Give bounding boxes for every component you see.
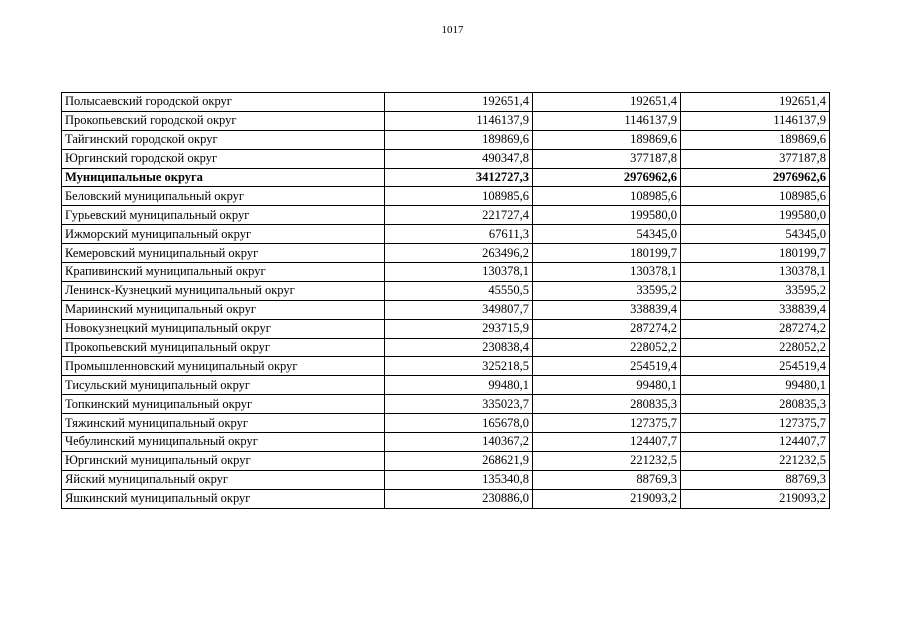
table-row [62,433,830,452]
municipality-name-cell: Яшкинский муниципальный округ [62,489,385,508]
value-cell-col1: 45550,5 [385,281,533,300]
value-cell-col3: 54345,0 [681,225,830,244]
table-row [62,244,830,263]
municipality-name-cell: Беловский муниципальный округ [62,187,385,206]
table-row [62,111,830,130]
value-cell-col2: 33595,2 [533,281,681,300]
value-cell-col3: 219093,2 [681,489,830,508]
value-cell-col3: 189869,6 [681,130,830,149]
municipality-name-cell: Муниципальные округа [62,168,385,187]
value-cell-col3: 127375,7 [681,414,830,433]
table-row [62,130,830,149]
municipality-name-cell: Яйский муниципальный округ [62,470,385,489]
table-row [62,281,830,300]
municipality-name-cell: Новокузнецкий муниципальный округ [62,319,385,338]
value-cell-col2: 127375,7 [533,414,681,433]
value-cell-col1: 230838,4 [385,338,533,357]
value-cell-col3: 124407,7 [681,433,830,452]
value-cell-col1: 3412727,3 [385,168,533,187]
municipality-name-cell: Ижморский муниципальный округ [62,225,385,244]
value-cell-col2: 189869,6 [533,130,681,149]
value-cell-col1: 135340,8 [385,470,533,489]
municipality-name-cell: Полысаевский городской округ [62,93,385,112]
value-cell-col1: 192651,4 [385,93,533,112]
value-cell-col2: 254519,4 [533,357,681,376]
municipality-name-cell: Чебулинский муниципальный округ [62,433,385,452]
municipality-name-cell: Топкинский муниципальный округ [62,395,385,414]
value-cell-col3: 338839,4 [681,300,830,319]
value-cell-col2: 108985,6 [533,187,681,206]
value-cell-col3: 287274,2 [681,319,830,338]
table-row [62,93,830,112]
municipality-name-cell: Кемеровский муниципальный округ [62,244,385,263]
value-cell-col3: 99480,1 [681,376,830,395]
municipality-name-cell: Тисульский муниципальный округ [62,376,385,395]
value-cell-col3: 180199,7 [681,244,830,263]
municipality-name-cell: Мариинский муниципальный округ [62,300,385,319]
municipality-name-cell: Юргинский муниципальный округ [62,451,385,470]
value-cell-col3: 228052,2 [681,338,830,357]
page-number: 1017 [441,24,464,36]
value-cell-col1: 130378,1 [385,263,533,282]
value-cell-col2: 54345,0 [533,225,681,244]
table-row [62,225,830,244]
table-row [62,263,830,282]
value-cell-col2: 180199,7 [533,244,681,263]
value-cell-col2: 287274,2 [533,319,681,338]
value-cell-col1: 189869,6 [385,130,533,149]
value-cell-col2: 338839,4 [533,300,681,319]
value-cell-col2: 280835,3 [533,395,681,414]
value-cell-col1: 99480,1 [385,376,533,395]
municipality-name-cell: Прокопьевский муниципальный округ [62,338,385,357]
value-cell-col3: 1146137,9 [681,111,830,130]
value-cell-col2: 199580,0 [533,206,681,225]
value-cell-col3: 33595,2 [681,281,830,300]
value-cell-col3: 108985,6 [681,187,830,206]
value-cell-col2: 221232,5 [533,451,681,470]
value-cell-col2: 228052,2 [533,338,681,357]
value-cell-col2: 192651,4 [533,93,681,112]
value-cell-col1: 230886,0 [385,489,533,508]
municipality-name-cell: Прокопьевский городской округ [62,111,385,130]
table-row [62,319,830,338]
municipality-name-cell: Тайгинский городской округ [62,130,385,149]
table-row [62,395,830,414]
value-cell-col2: 377187,8 [533,149,681,168]
value-cell-col1: 349807,7 [385,300,533,319]
budget-table [61,92,830,509]
value-cell-col3: 199580,0 [681,206,830,225]
table-row [62,338,830,357]
municipality-name-cell: Ленинск-Кузнецкий муниципальный округ [62,281,385,300]
municipality-name-cell: Юргинский городской округ [62,149,385,168]
municipality-name-cell: Тяжинский муниципальный округ [62,414,385,433]
value-cell-col2: 88769,3 [533,470,681,489]
value-cell-col3: 254519,4 [681,357,830,376]
value-cell-col1: 1146137,9 [385,111,533,130]
table-row [62,414,830,433]
value-cell-col3: 280835,3 [681,395,830,414]
table-row [62,470,830,489]
table-row [62,149,830,168]
value-cell-col3: 88769,3 [681,470,830,489]
value-cell-col3: 192651,4 [681,93,830,112]
value-cell-col3: 2976962,6 [681,168,830,187]
value-cell-col1: 490347,8 [385,149,533,168]
value-cell-col3: 130378,1 [681,263,830,282]
table-row [62,489,830,508]
table-row [62,357,830,376]
value-cell-col2: 219093,2 [533,489,681,508]
value-cell-col1: 335023,7 [385,395,533,414]
table-body [62,93,830,509]
value-cell-col3: 377187,8 [681,149,830,168]
table-row [62,300,830,319]
table-row [62,376,830,395]
value-cell-col2: 130378,1 [533,263,681,282]
table-row [62,168,830,187]
value-cell-col2: 2976962,6 [533,168,681,187]
value-cell-col1: 165678,0 [385,414,533,433]
value-cell-col1: 67611,3 [385,225,533,244]
value-cell-col1: 221727,4 [385,206,533,225]
municipality-name-cell: Крапивинский муниципальный округ [62,263,385,282]
value-cell-col1: 263496,2 [385,244,533,263]
value-cell-col2: 1146137,9 [533,111,681,130]
value-cell-col3: 221232,5 [681,451,830,470]
municipality-name-cell: Гурьевский муниципальный округ [62,206,385,225]
table-row [62,451,830,470]
table-row [62,187,830,206]
municipality-name-cell: Промышленновский муниципальный округ [62,357,385,376]
value-cell-col1: 325218,5 [385,357,533,376]
value-cell-col2: 99480,1 [533,376,681,395]
value-cell-col1: 293715,9 [385,319,533,338]
value-cell-col1: 108985,6 [385,187,533,206]
table-row [62,206,830,225]
value-cell-col1: 268621,9 [385,451,533,470]
value-cell-col1: 140367,2 [385,433,533,452]
value-cell-col2: 124407,7 [533,433,681,452]
